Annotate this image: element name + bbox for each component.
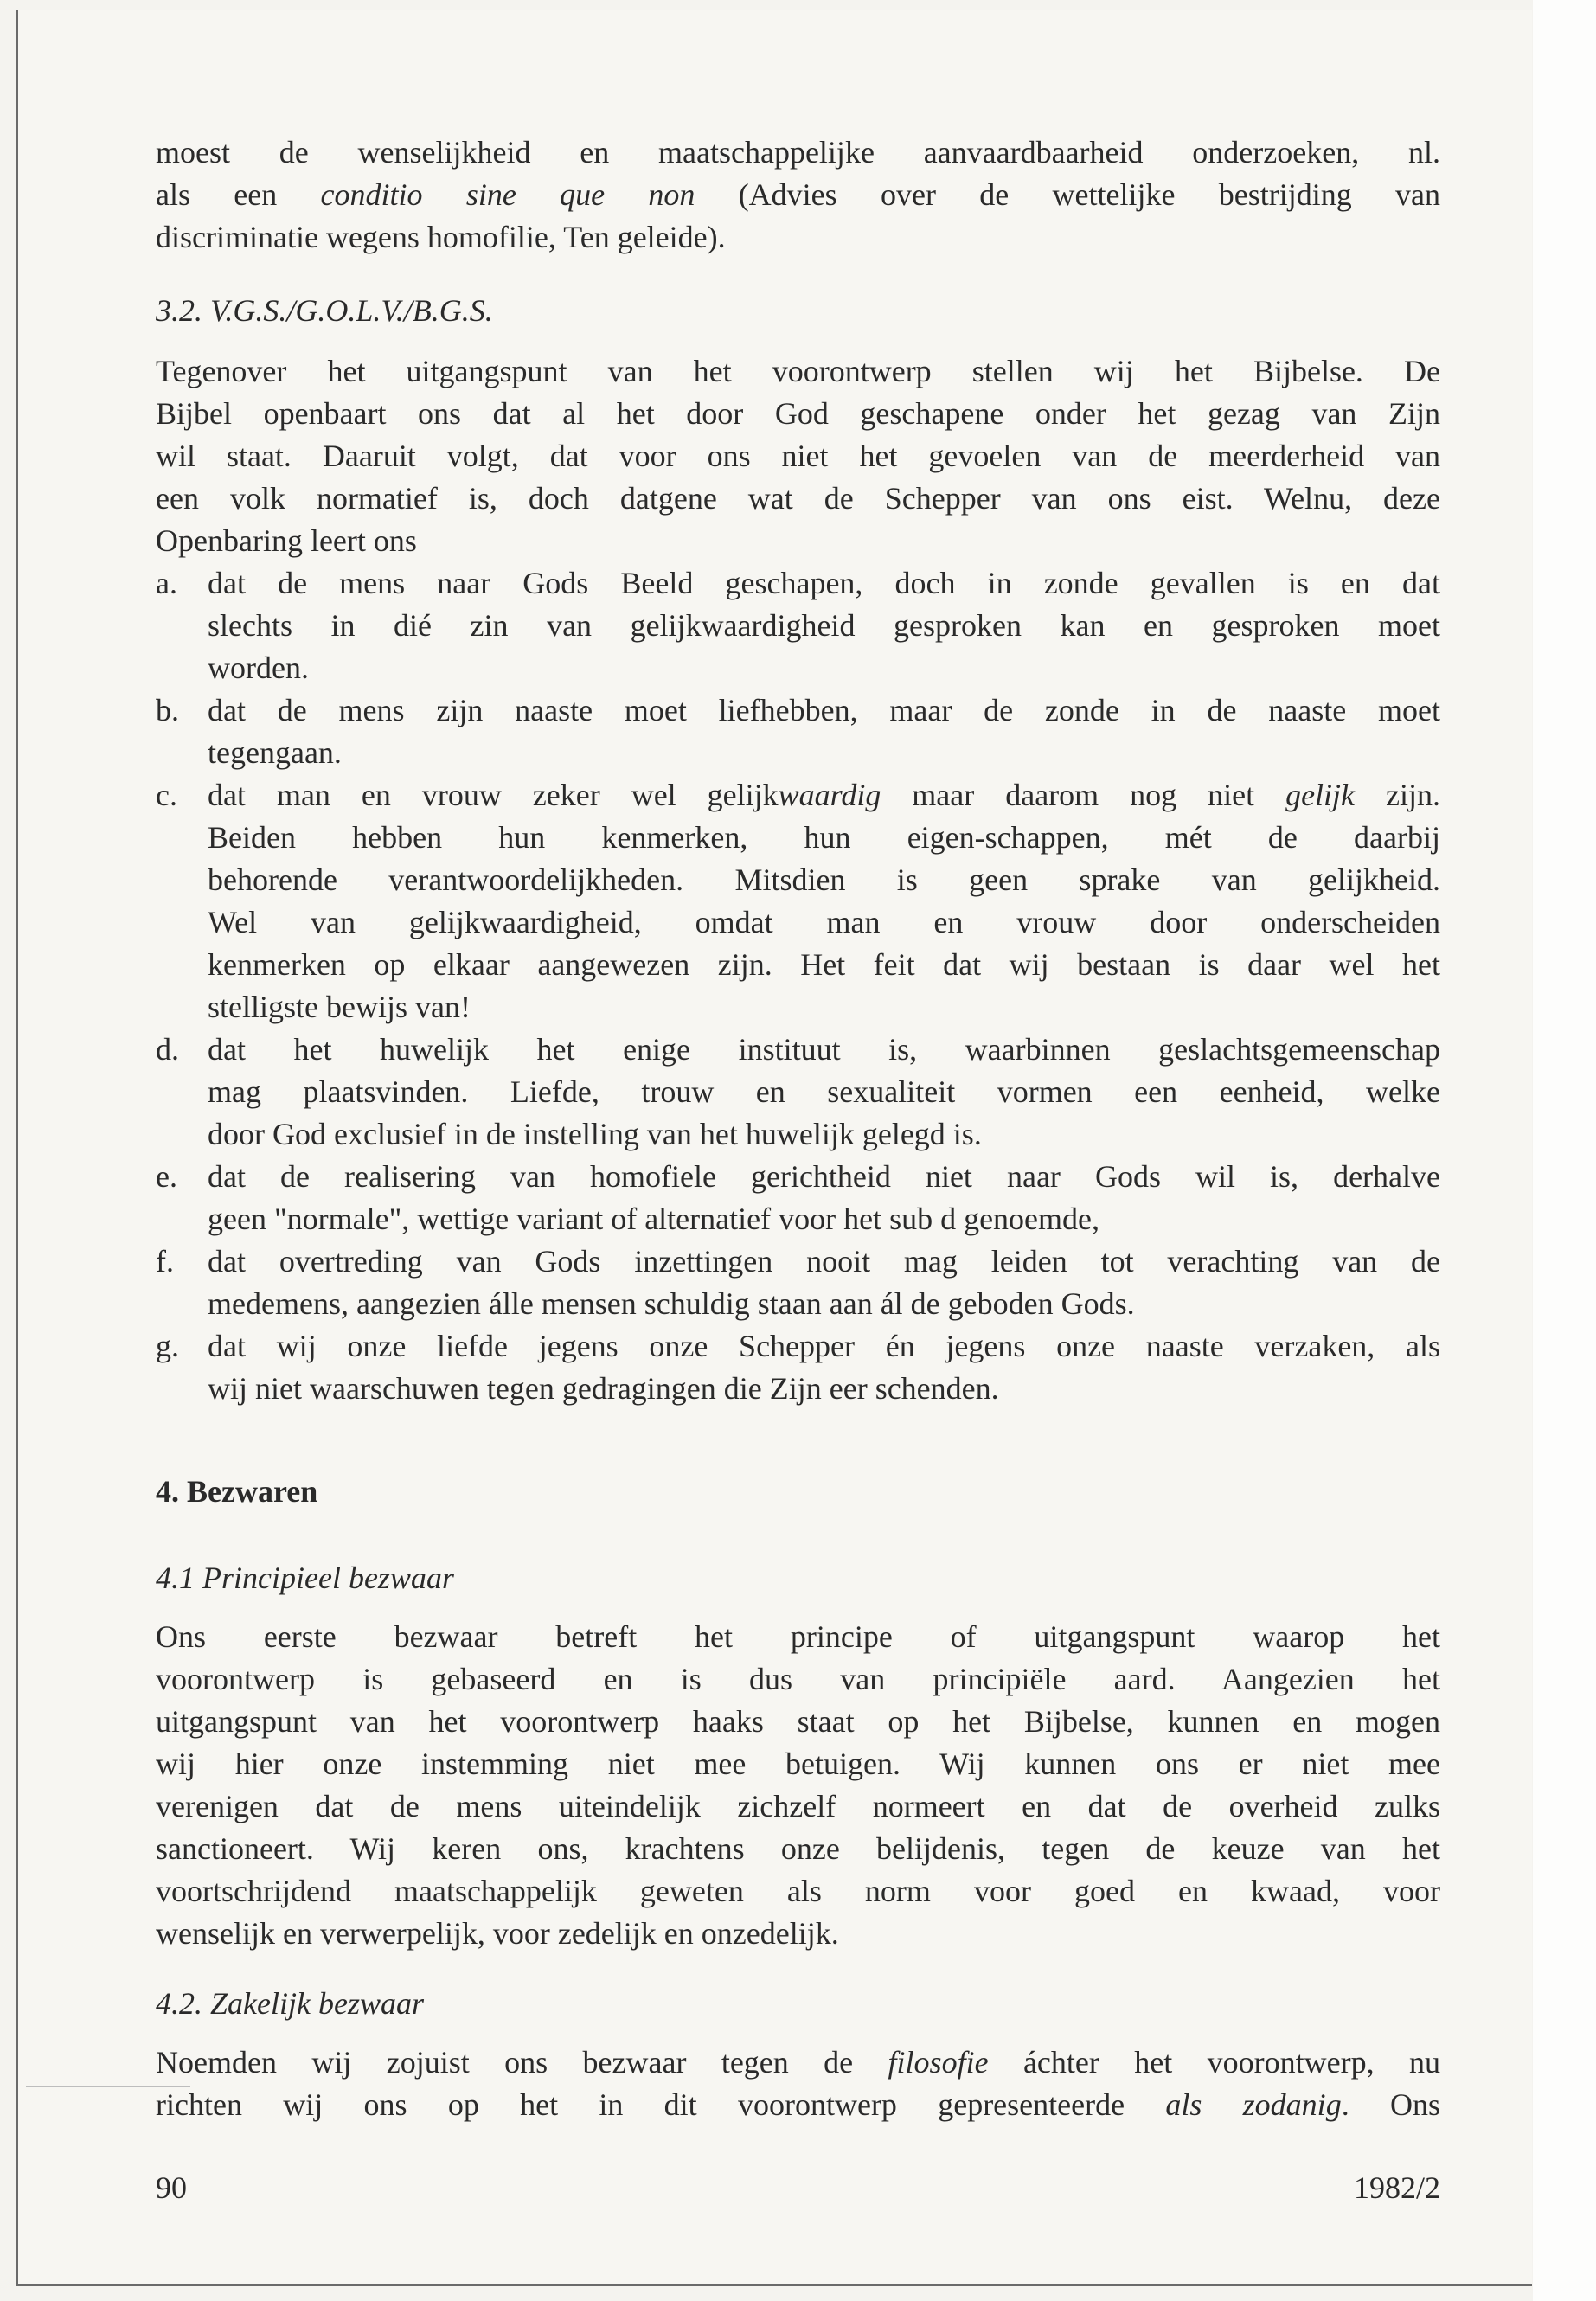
text-line: Beiden hebben hun kenmerken, hun eigen-schappen, mét de daarbij — [208, 820, 1440, 855]
text-line: stelligste bewijs van! — [208, 990, 471, 1024]
text-line: Noemden wij zojuist ons bezwaar tegen de filosofie áchter het voorontwerp, nu — [156, 2045, 1440, 2080]
text-line: sanctioneert. Wij keren ons, krachtens onze belijdenis, tegen de keuze van het — [156, 1831, 1440, 1866]
text-line: dat man en vrouw zeker wel gelijkwaardig maar daarom nog niet gelijk zijn. — [208, 778, 1440, 812]
list-marker: e. — [156, 1159, 177, 1194]
text-line: Openbaring leert ons — [156, 523, 417, 558]
text-line: richten wij ons op het in dit voorontwerp gepresenteerde als zodanig. Ons — [156, 2087, 1441, 2122]
text-line: dat de realisering van homofiele gerichtheid niet naar Gods wil is, derhalve — [208, 1159, 1440, 1194]
text-line: dat het huwelijk het enige instituut is, waarbinnen geslachtsgemeenschap — [208, 1032, 1440, 1067]
text-line: mag plaatsvinden. Liefde, trouw en sexualiteit vormen een eenheid, welke — [208, 1074, 1440, 1109]
text-line: slechts in dié zin van gelijkwaardigheid gesproken kan en gesproken moet — [208, 608, 1440, 643]
list-item — [156, 1325, 1440, 1410]
list-item — [156, 1029, 1440, 1156]
list-item — [156, 1240, 1440, 1325]
text-line: behorende verantwoordelijkheden. Mitsdien is geen sprake van gelijkheid. — [208, 862, 1440, 897]
text-line: Tegenover het uitgangspunt van het voorontwerp stellen wij het Bijbelse. De — [156, 354, 1440, 388]
text-line: voorontwerp is gebaseerd en is dus van principiële aard. Aangezien het — [156, 1662, 1440, 1696]
text-line: geen "normale", wettige variant of alternatief voor het sub d genoemde, — [208, 1202, 1100, 1236]
text-line: moest de wenselijkheid en maatschappelijke aanvaardbaarheid onderzoeken, nl. — [156, 135, 1440, 170]
list-marker: d. — [156, 1032, 179, 1067]
scan-artifact — [26, 2086, 190, 2087]
subsection-heading-4-2: 4.2. Zakelijk bezwaar — [156, 1986, 424, 2021]
text-line: worden. — [208, 651, 309, 685]
text-line: wij hier onze instemming niet mee betuigen. Wij kunnen ons er niet mee — [156, 1747, 1440, 1781]
text-line: Bijbel openbaart ons dat al het door God geschapene onder het gezag van Zijn — [156, 396, 1440, 431]
section-heading-4: 4. Bezwaren — [156, 1474, 318, 1509]
text-line: dat wij onze liefde jegens onze Schepper én jegens onze naaste verzaken, als — [208, 1329, 1440, 1363]
principles-list — [156, 562, 1440, 1410]
text-line: wenselijk en verwerpelijk, voor zedelijk en onzedelijk. — [156, 1916, 839, 1951]
subsection-heading-4-1: 4.1 Principieel bezwaar — [156, 1561, 454, 1595]
list-marker: a. — [156, 566, 177, 600]
text-line: uitgangspunt van het voorontwerp haaks staat op het Bijbelse, kunnen en mogen — [156, 1704, 1440, 1739]
text-line: dat de mens naar Gods Beeld geschapen, doch in zonde gevallen is en dat — [208, 566, 1440, 600]
section-4-2-paragraph — [156, 2041, 1440, 2126]
text-line: verenigen dat de mens uiteindelijk zichzelf normeert en dat de overheid zulks — [156, 1789, 1440, 1823]
list-marker: b. — [156, 693, 179, 727]
text-line: door God exclusief in de instelling van het huwelijk gelegd is. — [208, 1117, 982, 1151]
text-line: Ons eerste bezwaar betreft het principe of uitgangspunt waarop het — [156, 1619, 1440, 1654]
list-marker: c. — [156, 778, 177, 812]
text-line: een volk normatief is, doch datgene wat de Schepper van ons eist. Welnu, deze — [156, 481, 1440, 516]
list-item — [156, 774, 1440, 1029]
page-number: 90 — [156, 2170, 187, 2205]
text-line: dat overtreding van Gods inzettingen nooit mag leiden tot verachting van de — [208, 1244, 1440, 1279]
list-marker: g. — [156, 1329, 179, 1363]
text-line: Wel van gelijkwaardigheid, omdat man en vrouw door onderscheiden — [208, 905, 1440, 939]
list-marker: f. — [156, 1244, 174, 1279]
list-item — [156, 1156, 1440, 1240]
issue-number: 1982/2 — [1353, 2170, 1440, 2205]
section-3-2-paragraph — [156, 350, 1440, 562]
text-line: voortschrijdend maatschappelijk geweten als norm voor goed en kwaad, voor — [156, 1874, 1440, 1908]
text-line: dat de mens zijn naaste moet liefhebben, maar de zonde in de naaste moet — [208, 693, 1440, 727]
text-line: kenmerken op elkaar aangewezen zijn. Het feit dat wij bestaan is daar wel het — [208, 947, 1440, 982]
list-item — [156, 689, 1440, 774]
page-edge — [1533, 0, 1596, 2301]
text-line: wij niet waarschuwen tegen gedragingen die Zijn eer schenden. — [208, 1371, 999, 1406]
section-heading-3-2: 3.2. V.G.S./G.O.L.V./B.G.S. — [156, 293, 493, 328]
section-4-1-paragraph — [156, 1616, 1440, 1955]
text-line: als een conditio sine que non (Advies over de wettelijke bestrijding van — [156, 177, 1440, 212]
text-line: medemens, aangezien álle mensen schuldig staan aan ál de geboden Gods. — [208, 1286, 1135, 1321]
intro-paragraph — [156, 131, 1440, 259]
text-line: tegengaan. — [208, 735, 342, 770]
list-item — [156, 562, 1440, 689]
text-line: discriminatie wegens homofilie, Ten geleide). — [156, 220, 726, 254]
text-line: wil staat. Daaruit volgt, dat voor ons niet het gevoelen van de meerderheid van — [156, 439, 1440, 473]
